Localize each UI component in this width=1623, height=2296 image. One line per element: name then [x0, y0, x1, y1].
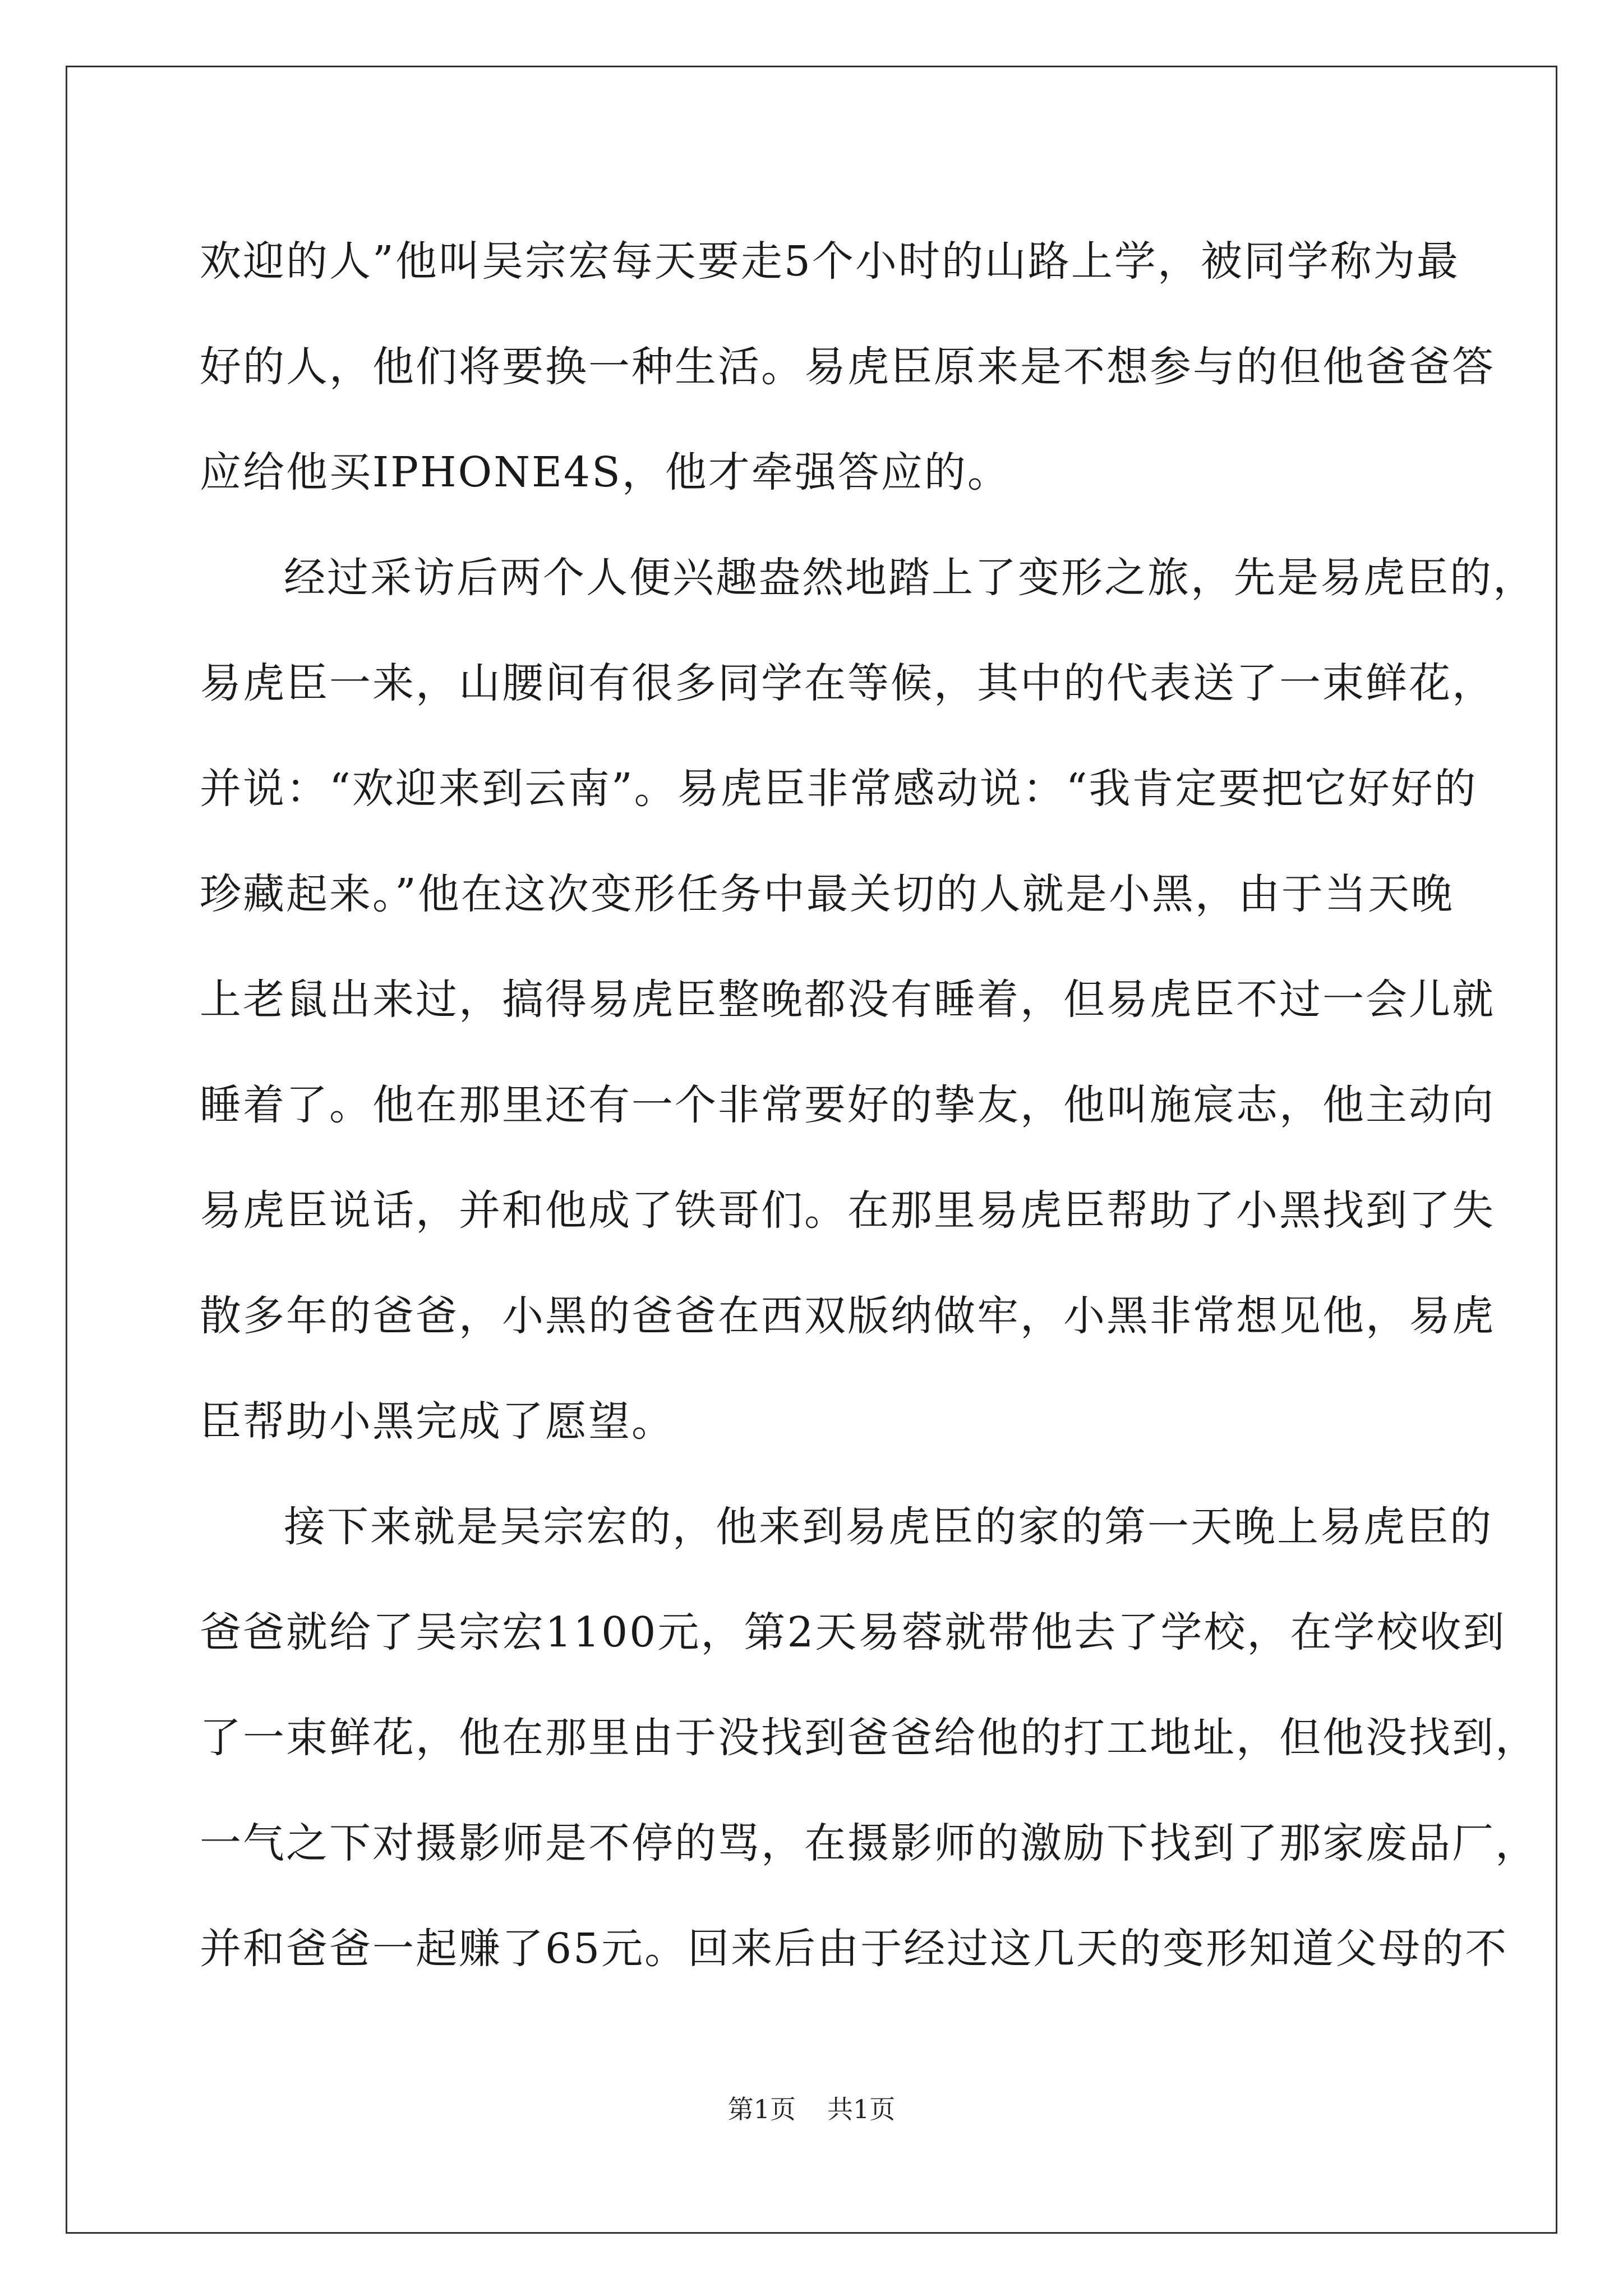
- document-body: [200, 209, 1538, 2001]
- text-line: 了一束鲜花，他在那里由于没找到爸爸给他的打工地址，但他没找到，: [200, 1714, 1538, 1762]
- text-line: 一气之下对摄影师是不停的骂，在摄影师的激励下找到了那家废品厂，: [200, 1819, 1538, 1867]
- text-line: 欢迎的人”他叫吴宗宏每天要走5个小时的山路上学，被同学称为最: [200, 237, 1460, 286]
- text-line: 臣帮助小黑完成了愿望。: [200, 1397, 675, 1446]
- text-line: 易虎臣一来，山腰间有很多同学在等候，其中的代表送了一束鲜花，: [200, 659, 1495, 707]
- text-line: 并和爸爸一起赚了65元。回来后由于经过这几天的变形知道父母的不: [200, 1925, 1509, 1973]
- paragraph-start-line: 接下来就是吴宗宏的，他来到易虎臣的家的第一天晚上易虎臣的: [284, 1503, 1493, 1551]
- text-line: 好的人，他们将要换一种生活。易虎臣原来是不想参与的但他爸爸答: [200, 343, 1495, 391]
- text-line: 易虎臣说话，并和他成了铁哥们。在那里易虎臣帮助了小黑找到了失: [200, 1186, 1495, 1235]
- text-line: 并说：“欢迎来到云南”。易虎臣非常感动说：“我肯定要把它好好的: [200, 765, 1478, 813]
- paragraph-start-line: 经过采访后两个人便兴趣盎然地踏上了变形之旅，先是易虎臣的，: [284, 554, 1536, 602]
- text-line: 上老鼠出来过，搞得易虎臣整晚都没有睡着，但易虎臣不过一会儿就: [200, 976, 1495, 1024]
- page-footer: [0, 2092, 1623, 2126]
- page-number: 第1页: [727, 2094, 796, 2124]
- text-line: 散多年的爸爸，小黑的爸爸在西双版纳做牢，小黑非常想见他，易虎: [200, 1292, 1495, 1340]
- page-total: 共1页: [827, 2094, 896, 2124]
- text-line: 珍藏起来。”他在这次变形任务中最关切的人就是小黑，由于当天晚: [200, 870, 1454, 918]
- text-line: 爸爸就给了吴宗宏1100元，第2天易蓉就带他去了学校，在学校收到: [200, 1608, 1506, 1657]
- text-line: 应给他买IPHONE4S，他才牵强答应的。: [200, 448, 1011, 496]
- text-line: 睡着了。他在那里还有一个非常要好的挚友，他叫施宸志，他主动向: [200, 1081, 1495, 1129]
